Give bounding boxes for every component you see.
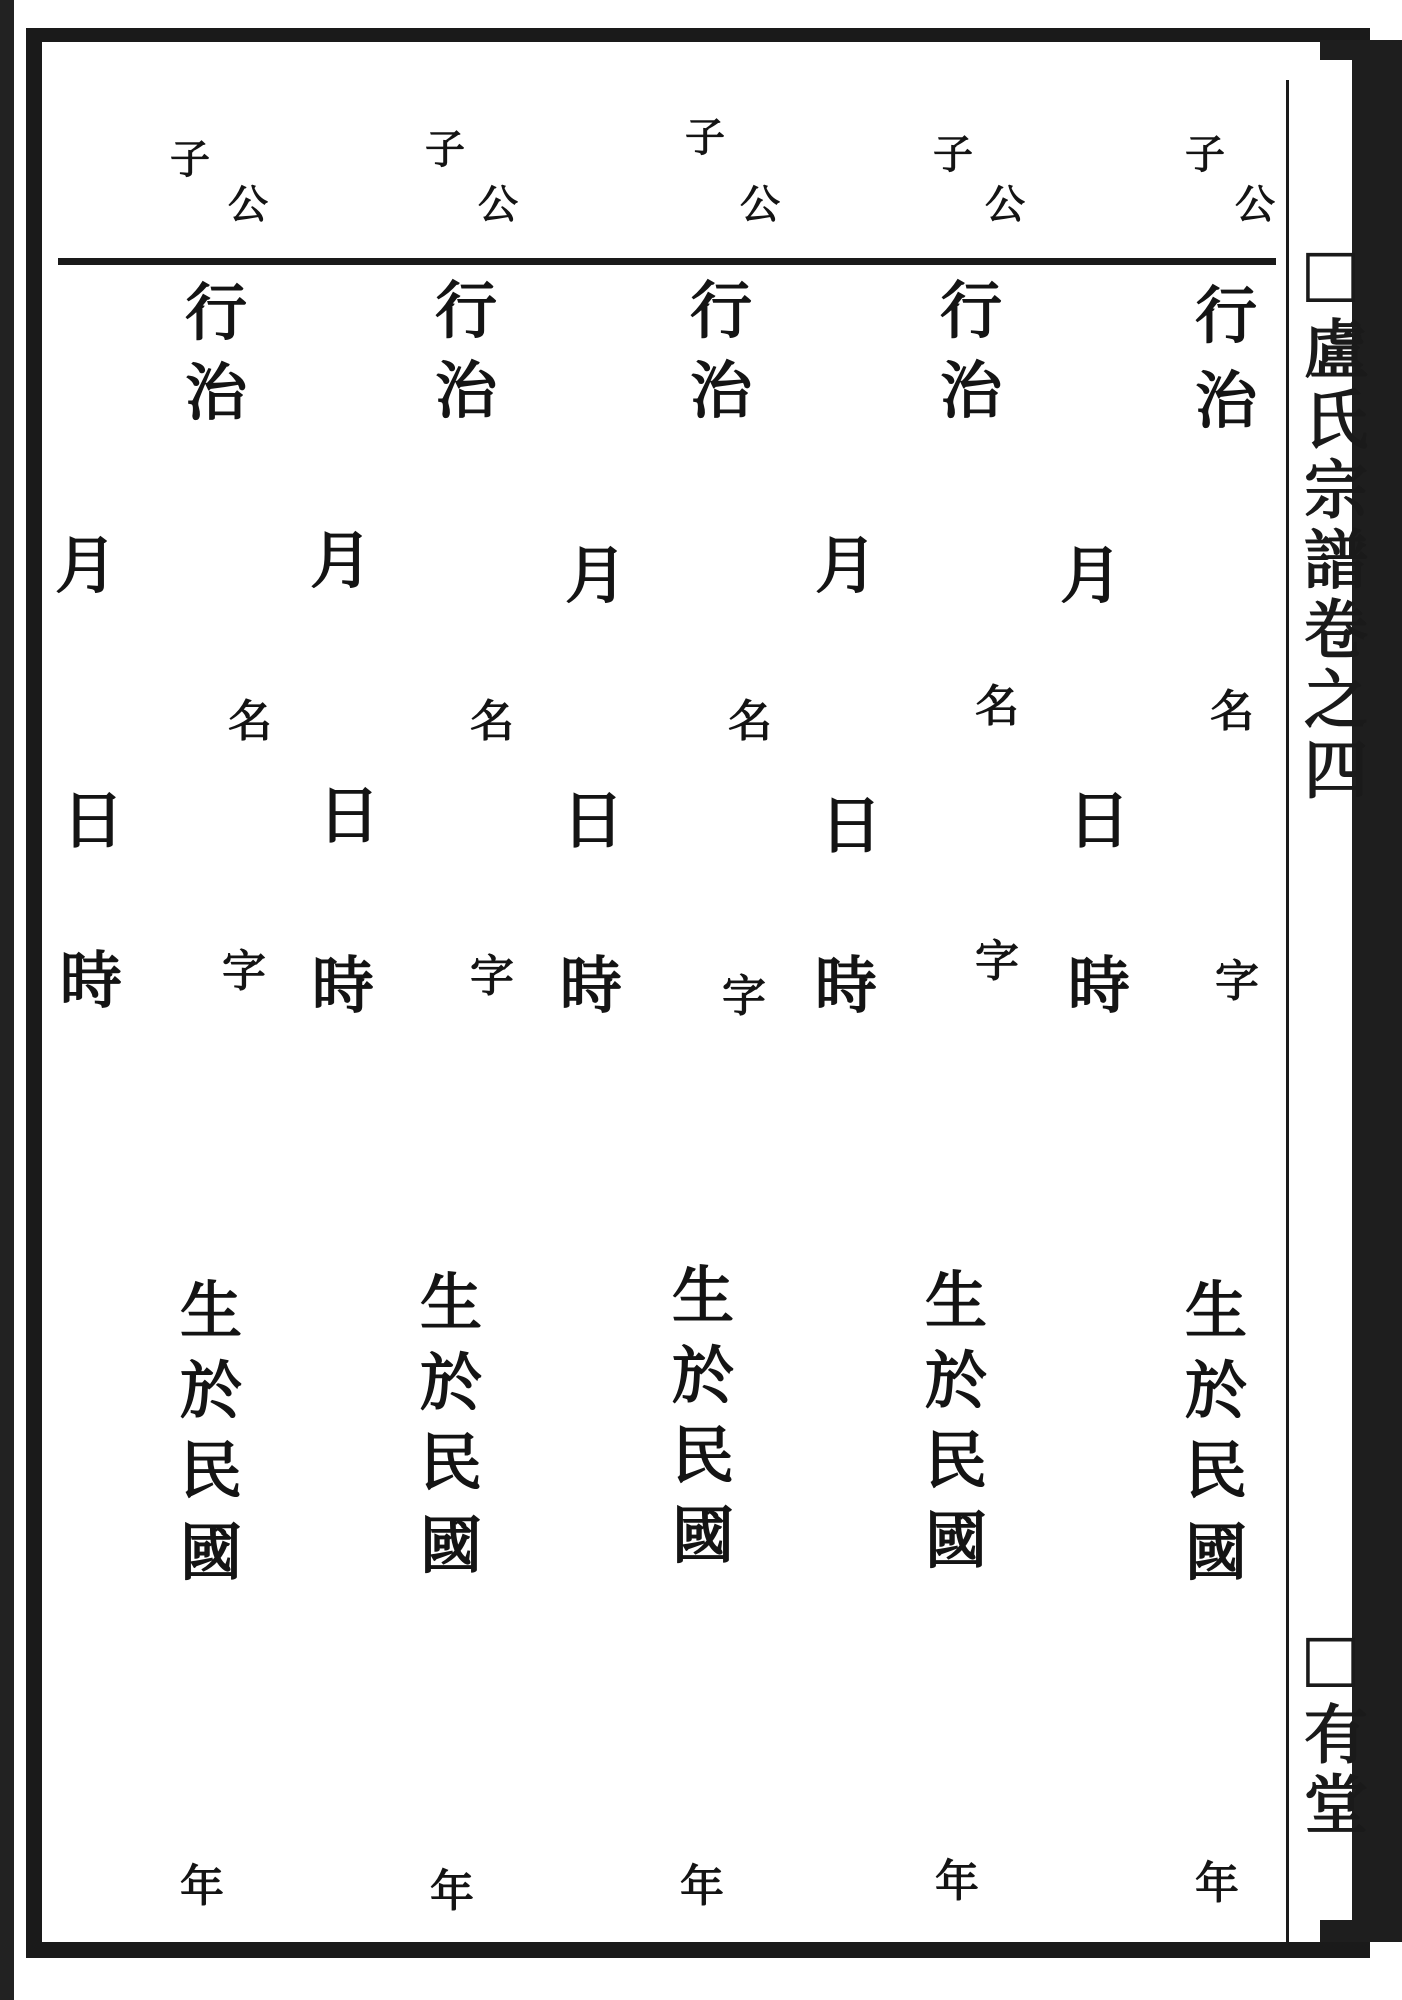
ming-glyph: 名 — [728, 696, 772, 747]
zhi-glyph: 治 — [185, 356, 248, 429]
hour-glyph: 時 — [60, 944, 123, 1017]
hang-glyph: 行 — [690, 274, 753, 347]
nian-glyph: 年 — [430, 1866, 474, 1917]
nian-glyph: 年 — [935, 1856, 979, 1907]
guo-glyph: 國 — [420, 1509, 483, 1582]
guo-glyph: 國 — [180, 1516, 243, 1589]
spine-title — [1293, 70, 1368, 970]
top-border — [28, 28, 1370, 42]
zi-glyph: 字 — [1215, 956, 1259, 1007]
hour-glyph: 時 — [1068, 949, 1131, 1022]
hour-glyph: 時 — [312, 949, 375, 1022]
ming-glyph: 名 — [228, 696, 272, 747]
gong-glyph: 公 — [478, 181, 518, 228]
zhi-glyph: 治 — [435, 354, 498, 427]
yu-glyph: 於 — [1185, 1354, 1248, 1427]
son-glyph: 子 — [170, 136, 210, 183]
guo-glyph: 國 — [925, 1504, 988, 1577]
left-border — [26, 28, 42, 1958]
guo-glyph: 國 — [672, 1499, 735, 1572]
hang-glyph: 行 — [1195, 279, 1258, 352]
nian-glyph: 年 — [1195, 1858, 1239, 1909]
son-glyph: 子 — [685, 114, 725, 161]
month-glyph: 月 — [565, 539, 628, 612]
gong-glyph: 公 — [985, 181, 1025, 228]
nian-glyph: 年 — [680, 1861, 724, 1912]
sheng-glyph: 生 — [1185, 1274, 1248, 1347]
ming-glyph: 名 — [470, 696, 514, 747]
zhi-glyph: 治 — [690, 354, 753, 427]
day-glyph: 日 — [1068, 784, 1131, 857]
zi-glyph: 字 — [975, 936, 1019, 987]
gong-glyph: 公 — [1235, 181, 1275, 228]
min-glyph: 民 — [925, 1424, 988, 1497]
son-glyph: 子 — [425, 126, 465, 173]
month-glyph: 月 — [1060, 539, 1123, 612]
hour-glyph: 時 — [560, 949, 623, 1022]
min-glyph: 民 — [672, 1419, 735, 1492]
sheng-glyph: 生 — [420, 1266, 483, 1339]
day-glyph: 日 — [318, 779, 381, 852]
sheng-glyph: 生 — [925, 1264, 988, 1337]
zi-glyph: 字 — [470, 951, 514, 1002]
month-glyph: 月 — [55, 529, 118, 602]
day-glyph: 日 — [62, 784, 125, 857]
min-glyph: 民 — [180, 1434, 243, 1507]
gong-glyph: 公 — [228, 181, 268, 228]
spine-divider-rule — [1286, 80, 1289, 1942]
zhi-glyph: 治 — [1195, 364, 1258, 437]
month-glyph: 月 — [310, 524, 373, 597]
spine-volume-text: 卷之四 — [1293, 595, 1368, 806]
min-glyph: 民 — [420, 1426, 483, 1499]
day-glyph: 日 — [820, 789, 883, 862]
ming-glyph: 名 — [975, 681, 1019, 732]
nian-glyph: 年 — [180, 1861, 224, 1912]
spine-hall-name: □有堂 — [1293, 1619, 1368, 1841]
sheng-glyph: 生 — [672, 1259, 735, 1332]
binding-edge — [0, 0, 14, 2000]
yu-glyph: 於 — [925, 1344, 988, 1417]
guo-glyph: 國 — [1185, 1516, 1248, 1589]
sheng-glyph: 生 — [180, 1274, 243, 1347]
spine-title-text: □盧氏宗譜 — [1293, 234, 1368, 596]
min-glyph: 民 — [1185, 1434, 1248, 1507]
zi-glyph: 字 — [722, 971, 766, 1022]
yu-glyph: 於 — [420, 1346, 483, 1419]
hang-glyph: 行 — [435, 274, 498, 347]
hang-glyph: 行 — [940, 274, 1003, 347]
son-glyph: 子 — [1185, 131, 1225, 178]
yu-glyph: 於 — [180, 1354, 243, 1427]
gong-glyph: 公 — [740, 181, 780, 228]
zhi-glyph: 治 — [940, 354, 1003, 427]
bottom-border — [28, 1942, 1370, 1958]
son-glyph: 子 — [933, 131, 973, 178]
day-glyph: 日 — [562, 784, 625, 857]
yu-glyph: 於 — [672, 1339, 735, 1412]
hour-glyph: 時 — [815, 949, 878, 1022]
hang-glyph: 行 — [185, 276, 248, 349]
month-glyph: 月 — [815, 529, 878, 602]
header-band-rule — [58, 258, 1276, 265]
ming-glyph: 名 — [1210, 686, 1254, 737]
zi-glyph: 字 — [222, 946, 266, 997]
